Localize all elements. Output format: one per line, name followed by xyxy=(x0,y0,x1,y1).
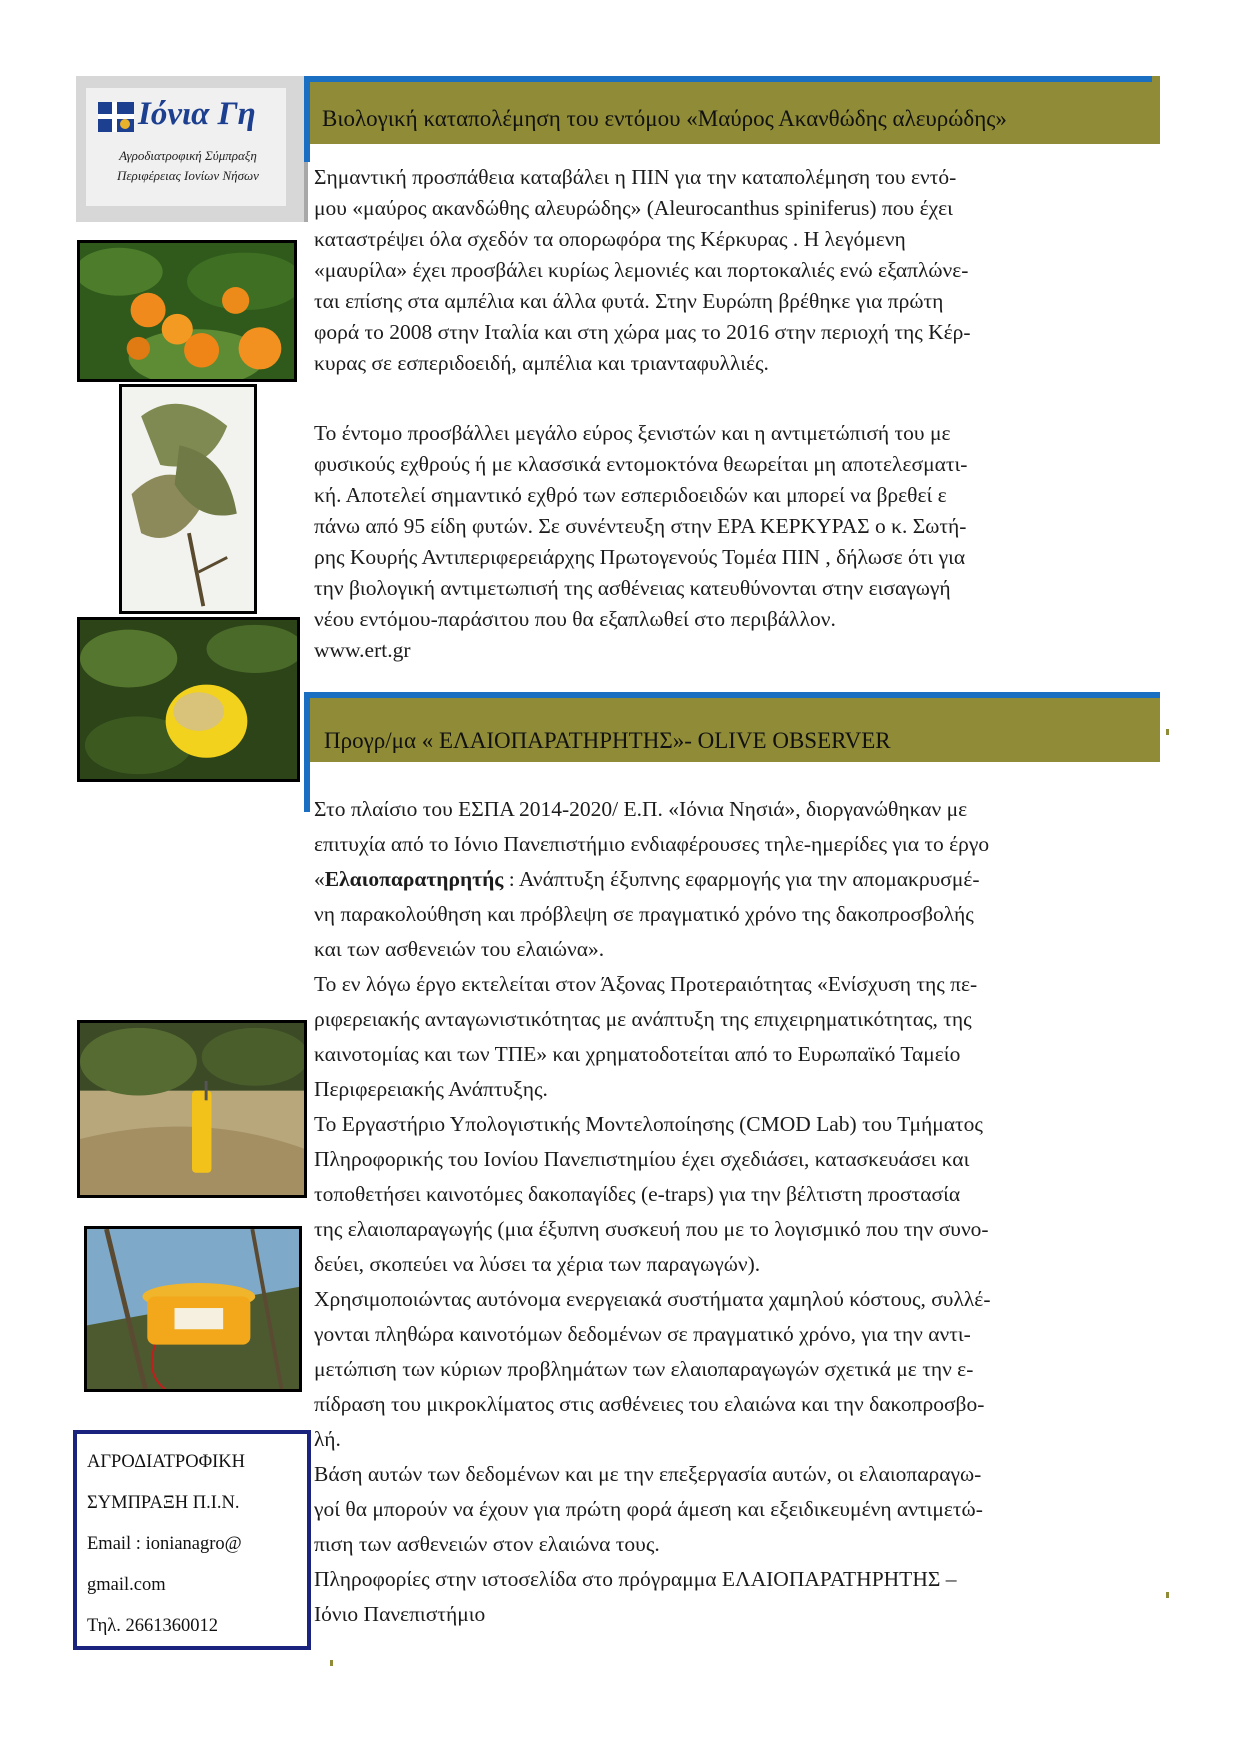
section-2-accent-line xyxy=(304,692,1160,698)
text-line: Σημαντική προσπάθεια καταβάλει η ΠΙΝ για την καταπολέμηση του εντό- xyxy=(314,165,957,189)
flag-icon xyxy=(98,102,134,132)
text-line: Βάση αυτών των δεδομένων και με την επεξεργασία αυτών, οι ελαιοπαραγω- xyxy=(314,1462,982,1486)
text-line: Στο πλαίσιο του ΕΣΠΑ 2014-2020/ Ε.Π. «Ιόνια Νησιά», διοργανώθηκαν με xyxy=(314,797,968,821)
decorative-tick xyxy=(1166,1592,1169,1598)
contact-email[interactable]: Email : ionianagro@ xyxy=(87,1534,242,1554)
contact-email-domain[interactable]: gmail.com xyxy=(87,1575,166,1595)
section-2-header xyxy=(304,692,1160,762)
text-line: επιτυχία από το Ιόνιο Πανεπιστήμιο ενδιαφέρουσες τηλε-ημερίδες για το έργο xyxy=(314,832,990,856)
text-line: την βιολογική αντιμετωπισή της ασθένειας κατευθύνονται στην εισαγωγή xyxy=(314,576,951,600)
text-line: της ελαιοπαραγωγής (μια έξυπνη συσκευή που με το λογισμικό που την συνο- xyxy=(314,1217,989,1241)
text-line: νέου εντόμου-παράσιτου που θα εξαπλωθεί στο περιβάλλον. xyxy=(314,607,836,631)
decorative-tick xyxy=(1166,729,1169,735)
text-line: κή. Αποτελεί σημαντικό εχθρό των εσπεριδοειδών και μπορεί να βρεθεί ε xyxy=(314,483,947,507)
section-1-accent-line xyxy=(304,76,1152,82)
text-line: Το έντομο προσβάλλει μεγάλο εύρος ξενιστών και η αντιμετώπισή του με xyxy=(314,421,951,445)
text-line: και των ασθενειών του ελαιώνα». xyxy=(314,937,605,961)
section-1-accent-tail xyxy=(304,144,310,162)
text-line: μου «μαύρος ακανδώθης αλευρώδης» (Aleurocanthus spiniferus) που έχει xyxy=(314,196,953,220)
text-line: Πληροφορίες στην ιστοσελίδα στο πρόγραμμα ΕΛΑΙΟΠΑΡΑΤΗΡΗΤΗΣ – xyxy=(314,1567,957,1591)
text-line: φορά το 2008 στην Ιταλία και στη χώρα μας το 2016 στην περιοχή της Κέρ- xyxy=(314,320,971,344)
section-1-title: Βιολογική καταπολέμηση του εντόμου «Μαύρος Ακανθώδης αλευρώδης» xyxy=(322,106,1007,131)
section-2-title: Προγρ/μα « ΕΛΑΙΟΠΑΡΑΤΗΡΗΤΗΣ»- OLIVE OBSERVER xyxy=(324,728,891,753)
logo-subtitle: Αγροδιατροφική Σύμπραξη xyxy=(119,148,257,163)
text-line: νη παρακολούθηση και πρόβλεψη σε πραγματικό χρόνο της δακοπροσβολής xyxy=(314,902,974,926)
logo xyxy=(86,88,286,206)
text-line: ριφερειακής ανταγωνιστικότητας με ανάπτυξη της επιχειρηματικότητας, της xyxy=(314,1007,972,1031)
text-line: τοποθετήσει καινοτόμες δακοπαγίδες (e-traps) για την βέλτιστη προστασία xyxy=(314,1182,961,1206)
text-line: Πληροφορικής του Ιονίου Πανεπιστημίου έχει σχεδιάσει, κατασκευάσει και xyxy=(314,1147,970,1171)
contact-org: ΑΓΡΟΔΙΑΤΡΟΦΙΚΗ xyxy=(87,1452,245,1472)
photo-olive-grove-trap xyxy=(77,1020,307,1198)
text-line: ται επίσης στα αμπέλια και άλλα φυτά. Στην Ευρώπη βρέθηκε για πρώτη xyxy=(314,289,944,313)
text-line: Χρησιμοποιώντας αυτόνομα ενεργειακά συστήματα χαμηλού κόστους, συλλέ- xyxy=(314,1287,991,1311)
text-line: Περιφερειακής Ανάπτυξης. xyxy=(314,1077,548,1101)
text-line: Το Εργαστήριο Υπολογιστικής Μοντελοποίησης (CMOD Lab) του Τμήματος xyxy=(314,1112,983,1136)
text-line: φυσικούς εχθρούς ή με κλασσικά εντομοκτόνα θεωρείται μη αποτελεσματι- xyxy=(314,452,968,476)
source-link[interactable]: www.ert.gr xyxy=(314,638,411,662)
text-line: λή. xyxy=(314,1427,341,1451)
text-line: δεύει, σκοπεύει να λύσει τα χέρια των παραγωγών). xyxy=(314,1252,761,1276)
text-line: καινοτομίας και των ΤΠΕ» και χρηματοδοτείται από το Ευρωπαϊκό Ταμείο xyxy=(314,1042,961,1066)
text-line: γοί θα μπορούν να έχουν για πρώτη φορά άμεση και εξειδικευμένη αντιμετώ- xyxy=(314,1497,983,1521)
logo-panel xyxy=(76,76,308,222)
text-line: πιση των ασθενειών στον ελαιώνα τους. xyxy=(314,1532,660,1556)
text-line: μετώπιση των κύριων προβλημάτων των ελαιοπαραγωγών σχετικά με την ε- xyxy=(314,1357,974,1381)
text-line: ρης Κουρής Αντιπεριφερειάρχης Πρωτογενούς Τομέα ΠΙΝ , δήλωσε ότι για xyxy=(314,545,966,569)
text-line: καταστρέψει όλα σχεδόν τα οπορωφόρα της Κέρκυρας . Η λεγόμενη xyxy=(314,227,906,251)
photo-e-trap xyxy=(84,1226,302,1392)
section-2-accent-tail xyxy=(304,762,310,812)
photo-orange-tree xyxy=(77,240,297,382)
decorative-tick xyxy=(330,1660,333,1666)
section-1-paragraph-2 xyxy=(314,418,967,666)
text-line: κυρας σε εσπεριδοειδή, αμπέλια και τριανταφυλλιές. xyxy=(314,351,769,375)
text-line: πίδραση του μικροκλίματος στις ασθένειες του ελαιώνα και την δακοπροσβο- xyxy=(314,1392,985,1416)
contact-org-2: ΣΥΜΠΡΑΞΗ Π.Ι.Ν. xyxy=(87,1493,240,1513)
photo-infested-leaves xyxy=(119,384,257,614)
project-name: Ελαιοπαρατηρητής xyxy=(324,867,504,891)
section-2-body xyxy=(314,792,991,1632)
text-line: Ιόνιο Πανεπιστήμιο xyxy=(314,1602,486,1626)
logo-subtitle-2: Περιφέρειας Ιονίων Νήσων xyxy=(117,168,259,183)
section-1-header xyxy=(304,76,1160,144)
contact-box xyxy=(73,1430,311,1650)
section-1-accent-side xyxy=(304,76,310,144)
photo-infested-lemon xyxy=(77,617,300,782)
text-line: γονται πληθώρα καινοτόμων δεδομένων σε πραγματικό χρόνο, για την αντι- xyxy=(314,1322,971,1346)
text-line: πάνω από 95 είδη φυτών. Σε συνέντευξη στην ΕΡΑ ΚΕΡΚΥΡΑΣ ο κ. Σωτή- xyxy=(314,514,967,538)
text-line: «μαυρίλα» έχει προσβάλει κυρίως λεμονιές και πορτοκαλιές ενώ εξαπλώνε- xyxy=(314,258,969,282)
text-line: Το εν λόγω έργο εκτελείται στον Άξονας Προτεραιότητας «Ενίσχυση της πε- xyxy=(314,972,978,996)
text-line: «Ελαιοπαρατηρητής : Ανάπτυξη έξυπνης εφαρμογής για την απομακρυσμέ- xyxy=(314,867,980,891)
section-1-paragraph-1 xyxy=(314,162,971,379)
contact-phone: Τηλ. 2661360012 xyxy=(87,1616,219,1636)
logo-title: Ιόνια Γη xyxy=(138,96,256,132)
